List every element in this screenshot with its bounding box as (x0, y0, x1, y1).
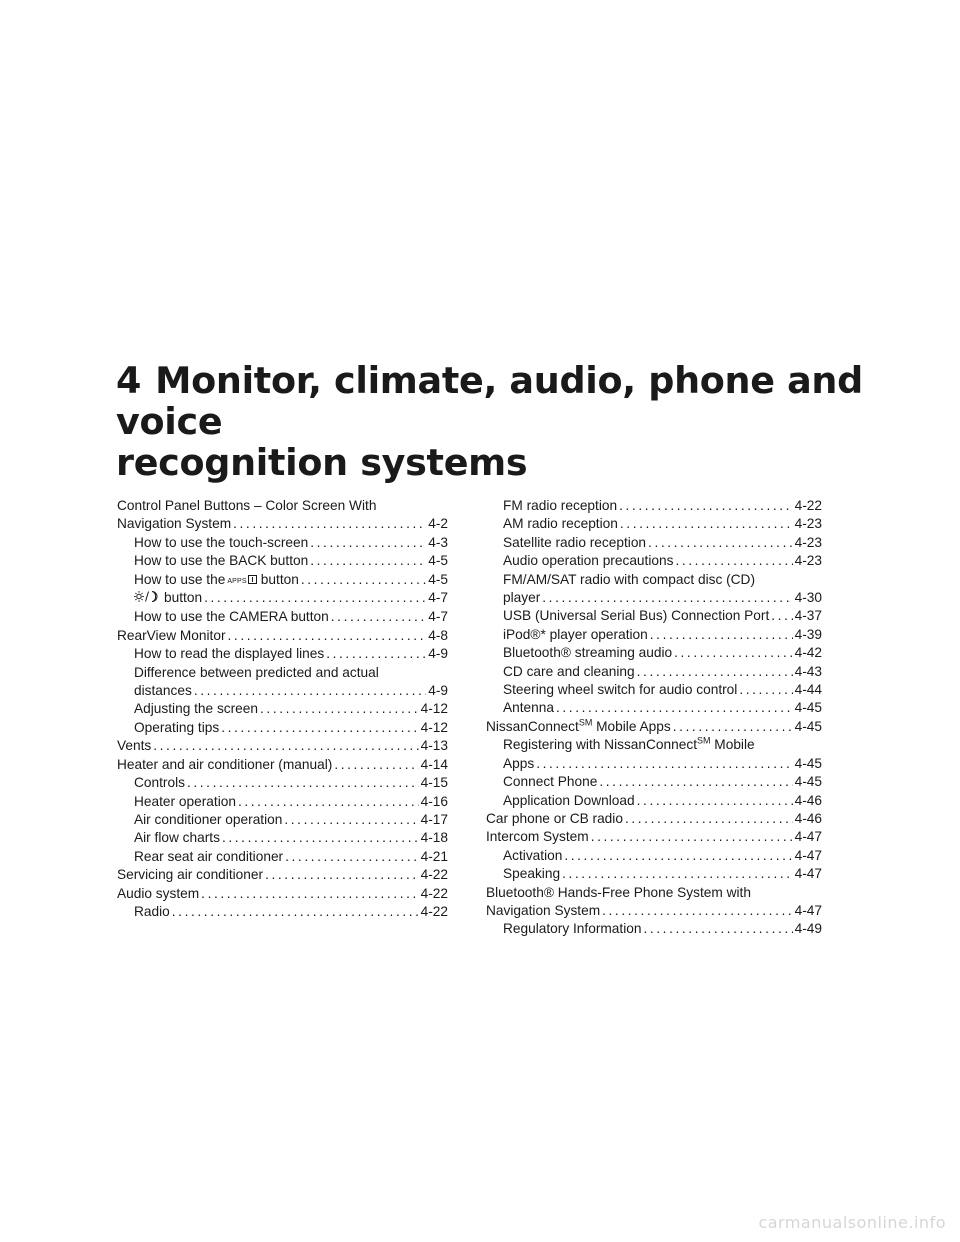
toc-entry-text (503, 847, 562, 865)
toc-page-number: 4-43 (794, 663, 822, 679)
toc-entry-text (134, 682, 192, 700)
toc-entry[interactable] (486, 497, 822, 515)
toc-page-number: 4-47 (794, 866, 822, 882)
toc-entry-text-post: button (260, 571, 299, 587)
toc-entry-text-main: Apps (503, 755, 535, 771)
toc-entry-text-line1: Difference between predicted and actual (134, 664, 379, 680)
toc-entry-text (134, 903, 170, 921)
toc-page-number: 4-12 (420, 719, 448, 735)
toc-page-number: 4-22 (794, 498, 822, 513)
toc-page-number: 4-5 (428, 571, 448, 587)
toc-entry-leader-line (503, 589, 822, 607)
toc-entry[interactable] (117, 885, 448, 903)
toc-page-number: 4-3 (428, 534, 448, 550)
toc-entry-text (134, 645, 324, 663)
toc-entry[interactable] (486, 644, 822, 662)
toc-entry[interactable] (486, 552, 822, 570)
toc-entry-text-line1: Registering with NissanConnect (503, 737, 697, 753)
toc-entry-text-line1-tail: Mobile (710, 737, 755, 753)
toc-entry-text-main: Vents (117, 738, 152, 754)
toc-entry-text-main: Servicing air conditioner (117, 867, 264, 883)
toc-entry-first-line (503, 736, 822, 754)
toc-page-number: 4-23 (794, 553, 822, 569)
toc-entry-text-main: How to use the CAMERA button (134, 609, 329, 625)
toc-entry-text-main: FM radio reception (503, 498, 618, 513)
toc-entry[interactable] (486, 626, 822, 644)
toc-entry-leader-line (134, 552, 448, 570)
toc-entry-text-main: distances (134, 683, 192, 699)
toc-entry-text (503, 792, 635, 810)
toc-entry-text (486, 828, 589, 846)
toc-entry-text-main: button (164, 590, 203, 606)
toc-entry[interactable] (486, 773, 822, 791)
toc-entry-leader-line (117, 756, 448, 774)
dot-leader (310, 534, 426, 552)
toc-entry-leader-line (134, 682, 448, 700)
toc-entry[interactable] (117, 756, 448, 774)
toc-entry-text-main: Audio system (117, 885, 200, 901)
apps-icon-label: APPS (227, 577, 247, 585)
toc-entry-text (134, 571, 299, 589)
toc-entry-text (503, 589, 540, 607)
toc-entry[interactable] (486, 828, 822, 846)
dot-leader (637, 663, 793, 681)
toc-entry-leader-line (503, 663, 822, 681)
toc-entry-text (486, 902, 600, 920)
toc-entry[interactable] (117, 866, 448, 884)
toc-entry[interactable] (117, 627, 448, 645)
toc-entry-text-pre: How to use the (134, 571, 226, 587)
toc-entry[interactable] (486, 571, 822, 608)
toc-entry-text-main: NissanConnect (486, 718, 579, 734)
toc-page-number: 4-44 (794, 682, 822, 698)
toc-entry-text (134, 774, 185, 792)
dot-leader (674, 644, 792, 662)
toc-entry[interactable] (486, 515, 822, 533)
toc-entry-leader-line (503, 920, 822, 938)
dot-leader (284, 811, 418, 829)
toc-entry-text (486, 810, 623, 828)
dot-leader (564, 847, 792, 865)
toc-entry-text-main: Activation (503, 847, 563, 863)
toc-entry[interactable] (486, 681, 822, 699)
toc-entry[interactable] (117, 811, 448, 829)
dot-leader (194, 682, 426, 700)
toc-entry-text-main: How to use the BACK button (134, 553, 309, 569)
toc-entry-text-main: Antenna (503, 700, 554, 716)
toc-page-number: 4-17 (420, 811, 448, 827)
toc-entry-text (134, 811, 282, 829)
watermark: carmanualsonline.info (758, 1213, 946, 1232)
toc-page-number: 4-14 (420, 756, 448, 772)
toc-entry-leader-line (117, 866, 448, 884)
toc-entry-text (117, 737, 151, 755)
dot-leader (673, 718, 793, 736)
toc-page-number: 4-16 (420, 793, 448, 809)
toc-entry-text (503, 644, 672, 662)
toc-entry-leader-line (134, 811, 448, 829)
toc-entry[interactable] (486, 810, 822, 828)
toc-entry[interactable] (486, 865, 822, 883)
toc-entry-text-main: player (503, 590, 541, 606)
toc-entry-leader-line (134, 571, 448, 589)
dot-leader (172, 903, 419, 921)
toc-entry-leader-line (134, 589, 448, 608)
toc-entry-text-main: Navigation System (486, 902, 601, 918)
dot-leader (536, 755, 792, 773)
toc-entry[interactable] (117, 903, 448, 921)
toc-entry[interactable] (117, 534, 448, 552)
toc-entry-text (134, 719, 219, 737)
toc-entry-text-main: Air conditioner operation (134, 811, 283, 827)
dot-leader (326, 645, 426, 663)
toc-entry-leader-line (503, 497, 822, 515)
toc-entry-leader-line (503, 626, 822, 644)
toc-entry-text (503, 865, 560, 883)
toc-page-number: 4-15 (420, 775, 448, 791)
toc-entry[interactable] (117, 608, 448, 626)
toc-entry-text (503, 607, 769, 625)
toc-entry-leader-line (503, 607, 822, 625)
toc-page-number: 4-39 (794, 626, 822, 642)
toc-entry[interactable] (486, 534, 822, 552)
toc-entry-leader-line (134, 534, 448, 552)
toc-entry-leader-line (134, 719, 448, 737)
toc-entry-text (503, 497, 617, 515)
toc-page-number: 4-13 (420, 738, 448, 754)
dot-leader (187, 774, 419, 792)
toc-entry-leader-line (486, 902, 822, 920)
toc-entry-leader-line (117, 737, 448, 755)
toc-entry[interactable] (486, 718, 822, 736)
toc-entry[interactable] (486, 663, 822, 681)
toc-entry-text (117, 515, 231, 533)
toc-entry-leader-line (134, 774, 448, 792)
superscript-mark: SM (697, 735, 711, 746)
toc-entry-leader-line (117, 627, 448, 645)
dot-leader (562, 865, 793, 883)
toc-entry-text (134, 848, 283, 866)
toc-entry-text-main: USB (Universal Serial Bus) Connection Port (503, 608, 770, 624)
dot-leader (260, 700, 419, 718)
dot-leader (739, 681, 792, 699)
superscript-mark: SM (578, 717, 593, 728)
toc-entry-leader-line (134, 608, 448, 626)
toc-entry[interactable] (117, 664, 448, 701)
toc-entry-text-tail: Mobile Apps (592, 718, 671, 734)
toc-entry-leader-line (134, 829, 448, 847)
dot-leader (591, 828, 793, 846)
toc-entry-leader-line (503, 847, 822, 865)
dot-leader (265, 866, 419, 884)
toc-entry[interactable] (117, 700, 448, 718)
toc-entry-text-line1: Control Panel Buttons – Color Screen With (117, 498, 377, 513)
toc-entry-text-main: Steering wheel switch for audio control (503, 682, 738, 698)
toc-page-number: 4-47 (794, 829, 822, 845)
toc-entry-text-main: Intercom System (486, 829, 589, 845)
toc-page-number: 4-23 (794, 516, 822, 532)
toc-entry-leader-line (503, 644, 822, 662)
toc-entry-first-line (503, 571, 822, 589)
toc-entry[interactable] (486, 920, 822, 938)
toc-page-number: 4-47 (794, 847, 822, 863)
toc-entry-leader-line (503, 534, 822, 552)
toc-entry[interactable] (486, 847, 822, 865)
toc-entry[interactable] (486, 607, 822, 625)
toc-page-number: 4-45 (794, 718, 822, 734)
toc-entry-text (134, 589, 202, 608)
dot-leader (675, 552, 792, 570)
toc-entry-text (503, 663, 635, 681)
chapter-number: 4 (116, 359, 142, 402)
toc-entry-text-main: iPod®* player operation (503, 626, 648, 642)
toc-entry-text (503, 920, 641, 938)
toc-page-number: 4-45 (794, 700, 822, 716)
toc-entry[interactable] (117, 737, 448, 755)
dot-leader (650, 626, 793, 644)
toc-page-number: 4-7 (428, 590, 448, 606)
toc-entry-text (503, 515, 618, 533)
dot-leader (334, 756, 418, 774)
chapter-title-line2: recognition systems (116, 441, 528, 484)
toc-entry-text-main: Navigation System (117, 516, 232, 532)
toc-entry-text-main: Car phone or CB radio (486, 810, 623, 826)
toc-entry-text (134, 793, 236, 811)
toc-column-right (486, 497, 822, 939)
toc-page-number: 4-8 (428, 627, 448, 643)
toc-entry-text-main: How to use the touch-screen (134, 534, 309, 550)
info-box-icon (248, 575, 257, 584)
toc-entry[interactable] (117, 829, 448, 847)
toc-entry-text (503, 773, 597, 791)
toc-entry-leader-line (134, 903, 448, 921)
toc-entry-leader-line (503, 552, 822, 570)
toc-entry-leader-line (503, 773, 822, 791)
toc-entry[interactable] (486, 699, 822, 717)
toc-entry-text (117, 627, 226, 645)
toc-entry-text (117, 885, 199, 903)
toc-entry-text-line1: Bluetooth® Hands-Free Phone System with (486, 884, 751, 900)
toc-page-number: 4-9 (428, 683, 448, 699)
toc-entry-leader-line (134, 848, 448, 866)
toc-entry[interactable] (486, 736, 822, 773)
dot-leader (625, 810, 793, 828)
apps-button-icon (227, 575, 256, 586)
toc-page-number: 4-5 (428, 553, 448, 569)
toc-entry[interactable] (117, 774, 448, 792)
toc-entry-first-line (117, 497, 448, 515)
toc-entry-leader-line (134, 700, 448, 718)
toc-page-number: 4-46 (794, 792, 822, 808)
toc-entry-text-main: Radio (134, 903, 170, 919)
toc-entry[interactable] (117, 719, 448, 737)
dot-leader (310, 552, 426, 570)
toc-page-number: 4-47 (794, 902, 822, 918)
toc-page-number: 4-21 (420, 848, 448, 864)
dot-leader (637, 792, 793, 810)
chapter-title (116, 360, 876, 483)
toc-page-number: 4-30 (794, 590, 822, 606)
toc-entry[interactable] (117, 497, 448, 534)
toc-entry[interactable] (117, 848, 448, 866)
toc-entry-leader-line (134, 645, 448, 663)
toc-entry-text (503, 699, 554, 717)
dot-leader (599, 773, 792, 791)
toc-entry-text-main: Operating tips (134, 719, 220, 735)
toc-page-number: 4-9 (428, 646, 448, 662)
toc-entry-leader-line (486, 810, 822, 828)
toc-entry-text-main: Application Download (503, 792, 635, 808)
sun-moon-icon (134, 590, 160, 608)
toc-entry-text-main: Speaking (503, 866, 561, 882)
toc-page-number: 4-22 (420, 885, 448, 901)
toc-entry-leader-line (117, 885, 448, 903)
toc-page-number: 4-46 (794, 810, 822, 826)
toc-page-number: 4-42 (794, 645, 822, 661)
toc-entry-leader-line (486, 718, 822, 736)
toc-page-number: 4-18 (420, 830, 448, 846)
toc-entry[interactable] (117, 571, 448, 589)
toc-entry-text-main: Satellite radio reception (503, 534, 647, 550)
toc-entry-text-main: Adjusting the screen (134, 701, 259, 717)
toc-entry-text-main: Rear seat air conditioner (134, 848, 284, 864)
toc-entry-text-main: Bluetooth® streaming audio (503, 645, 673, 661)
dot-leader (204, 589, 426, 607)
toc-entry-text (117, 756, 332, 774)
toc-entry-text (134, 534, 308, 552)
toc-entry-leader-line (503, 792, 822, 810)
toc-entry-first-line (486, 884, 822, 902)
toc-entry-text-line1: FM/AM/SAT radio with compact disc (CD) (503, 571, 756, 587)
toc-entry-text-main: Regulatory Information (503, 921, 642, 937)
toc-entry-leader-line (503, 865, 822, 883)
chapter-title-line1: Monitor, climate, audio, phone and voice (116, 359, 863, 443)
toc-page-number: 4-12 (420, 701, 448, 717)
toc-page-number: 4-2 (428, 516, 448, 532)
toc-page-number: 4-37 (794, 608, 822, 624)
toc-entry-text (134, 829, 220, 847)
toc-entry-text-main: Audio operation precautions (503, 553, 674, 569)
dot-leader (228, 627, 427, 645)
toc-entry-text-main: AM radio reception (503, 516, 618, 532)
toc-entry-text (117, 866, 263, 884)
toc-page-number: 4-7 (428, 609, 448, 625)
toc-entry[interactable] (486, 884, 822, 921)
dot-leader (331, 608, 426, 626)
dot-leader (620, 515, 793, 533)
toc-entry[interactable] (117, 793, 448, 811)
dot-leader (542, 589, 792, 607)
toc-page-number: 4-49 (794, 921, 822, 937)
toc-entry-text (503, 552, 673, 570)
dot-leader (221, 719, 418, 737)
toc-entry-leader-line (503, 755, 822, 773)
toc-entry-text-main: Connect Phone (503, 774, 598, 790)
toc-page-number: 4-45 (794, 774, 822, 790)
toc-entry[interactable] (117, 645, 448, 663)
toc-entry-text-main: CD care and cleaning (503, 663, 635, 679)
toc-entry-text (503, 626, 648, 644)
dot-leader (619, 497, 792, 515)
dot-leader (201, 885, 418, 903)
toc-entry-text-main: Heater and air conditioner (manual) (117, 756, 333, 772)
dot-leader (285, 848, 418, 866)
toc-entry[interactable] (117, 589, 448, 608)
toc-entry-text (134, 552, 308, 570)
toc-entry-text-main: How to read the displayed lines (134, 646, 325, 662)
toc-entry[interactable] (486, 792, 822, 810)
toc-entry-leader-line (134, 793, 448, 811)
toc-entry-text (503, 755, 534, 773)
toc-entry-leader-line (503, 515, 822, 533)
toc-entry-text-main: Heater operation (134, 793, 236, 809)
toc-entry-leader-line (486, 828, 822, 846)
toc-entry-text (134, 700, 258, 718)
dot-leader (648, 534, 793, 552)
dot-leader (643, 920, 792, 938)
toc-page-number: 4-22 (420, 867, 448, 883)
dot-leader (233, 515, 426, 533)
toc-page-number: 4-23 (794, 534, 822, 550)
toc-entry-text-main: RearView Monitor (117, 627, 226, 643)
dot-leader (556, 699, 793, 717)
toc-entry-leader-line (117, 515, 448, 533)
dot-leader (301, 571, 426, 589)
toc-entry-leader-line (503, 681, 822, 699)
toc-entry-text (134, 608, 329, 626)
toc-entry-text-main: Controls (134, 775, 185, 791)
toc-entry-text (503, 681, 737, 699)
dot-leader (602, 902, 792, 920)
toc-column-left (117, 497, 448, 921)
dot-leader (238, 793, 419, 811)
dot-leader (771, 607, 792, 625)
toc-entry-text (486, 718, 671, 736)
dot-leader (153, 737, 418, 755)
toc-page-number: 4-22 (420, 903, 448, 919)
toc-entry-leader-line (503, 699, 822, 717)
toc-page-number: 4-45 (794, 755, 822, 771)
toc-entry[interactable] (117, 552, 448, 570)
toc-entry-first-line (134, 664, 448, 682)
toc-entry-text-main: Air flow charts (134, 830, 220, 846)
dot-leader (222, 829, 419, 847)
toc-entry-text (503, 534, 646, 552)
